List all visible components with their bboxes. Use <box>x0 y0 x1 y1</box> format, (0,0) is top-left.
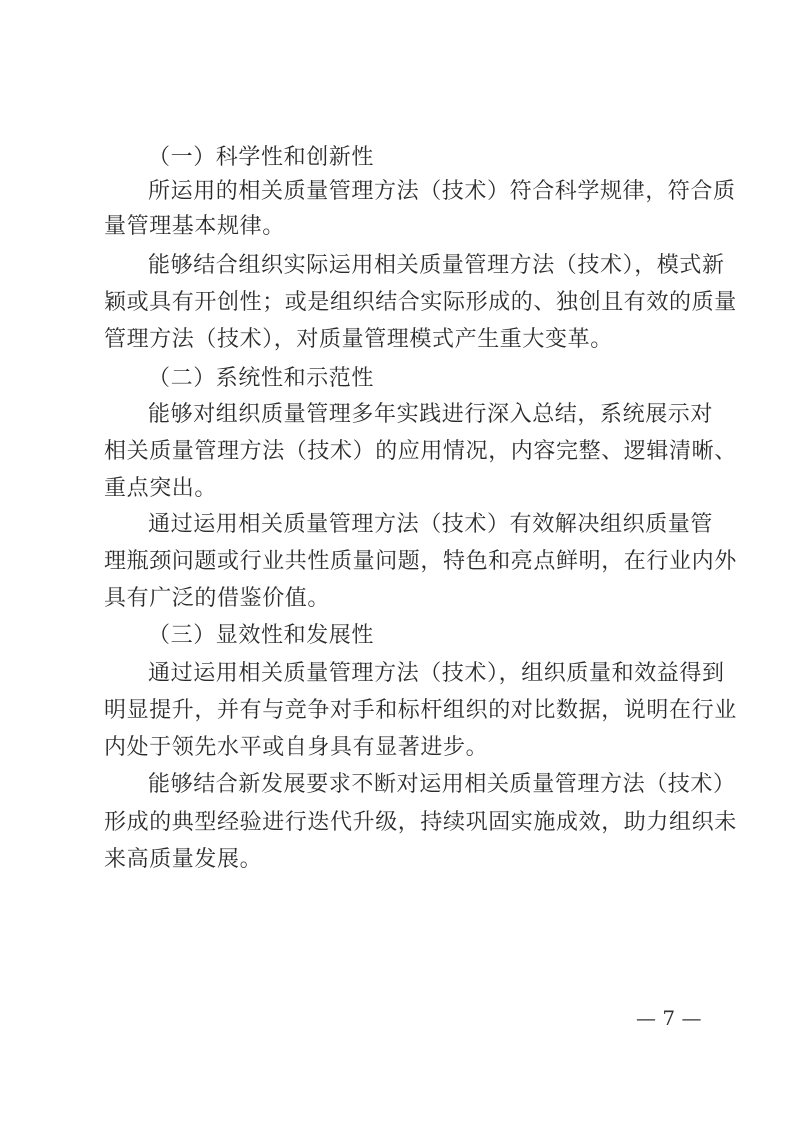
section-heading: （一）科学性和创新性 <box>148 145 375 170</box>
section-heading: （三）显效性和发展性 <box>148 623 375 648</box>
paragraph-line: 管理方法（技术），对质量管理模式产生重大变革。 <box>104 327 613 352</box>
paragraph-line: 量管理基本规律。 <box>104 214 285 239</box>
paragraph-line: 能够结合新发展要求不断对运用相关质量管理方法（技术） <box>148 772 736 797</box>
paragraph-line: 能够对组织质量管理多年实践进行深入总结，系统展示对 <box>148 402 714 427</box>
paragraph-line: 相关质量管理方法（技术）的应用情况，内容完整、逻辑清晰、 <box>104 439 737 464</box>
paragraph-line: 颖或具有开创性；或是组织结合实际形成的、独创且有效的质量 <box>104 290 737 315</box>
paragraph-line: 内处于领先水平或自身具有显著进步。 <box>104 735 489 760</box>
section-heading: （二）系统性和示范性 <box>148 366 375 391</box>
paragraph-line: 具有广泛的借鉴价值。 <box>104 586 331 611</box>
paragraph-line: 形成的典型经验进行迭代升级，持续巩固实施成效，助力组织未 <box>104 810 737 835</box>
paragraph-line: 理瓶颈问题或行业共性质量问题，特色和亮点鲜明，在行业内外 <box>104 549 737 574</box>
paragraph-line: 通过运用相关质量管理方法（技术）有效解决组织质量管 <box>148 512 714 537</box>
paragraph-line: 所运用的相关质量管理方法（技术）符合科学规律，符合质 <box>148 179 736 204</box>
paragraph-line: 重点突出。 <box>104 476 218 501</box>
paragraph-line: 能够结合组织实际运用相关质量管理方法（技术），模式新 <box>148 253 725 278</box>
paragraph-line: 通过运用相关质量管理方法（技术），组织质量和效益得到 <box>148 661 725 686</box>
page-number: — 7 — <box>636 1006 702 1030</box>
paragraph-line: 明显提升，并有与竞争对手和标杆组织的对比数据，说明在行业 <box>104 698 737 723</box>
paragraph-line: 来高质量发展。 <box>104 847 263 872</box>
